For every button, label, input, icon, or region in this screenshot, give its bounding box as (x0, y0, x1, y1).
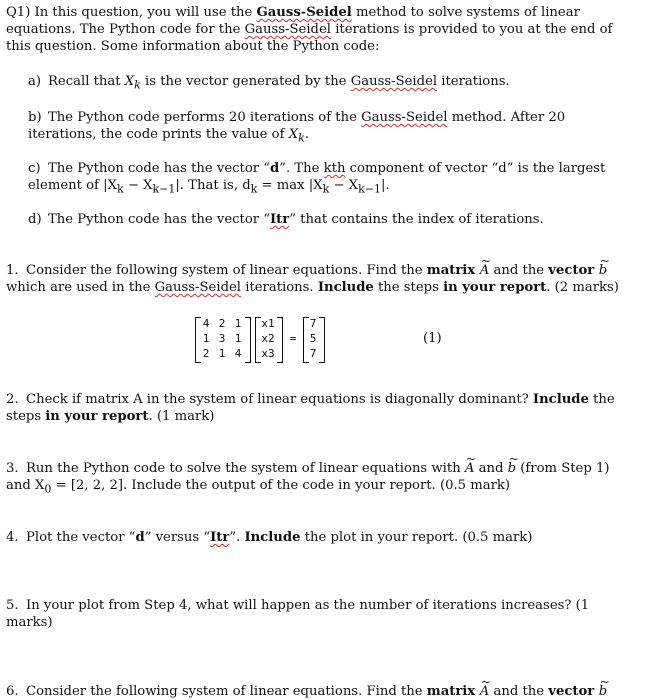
task-3 (6, 460, 636, 498)
task-5 (6, 597, 636, 631)
task-bold: Include (244, 530, 301, 545)
task-text: . (1 mark) (148, 409, 215, 424)
task-number: 2. (6, 392, 19, 407)
task-bold: vector (548, 684, 599, 699)
intro-gauss-seidel-2: Gauss-Seidel (244, 22, 332, 37)
subitem-d (28, 211, 628, 228)
task-number: 5. (6, 598, 19, 613)
task-text: ”. (229, 530, 245, 545)
subitem-text: = max |X (257, 178, 323, 193)
task-text: (from Step 1) and X (6, 461, 610, 493)
matrix-cell: 2 (218, 317, 226, 330)
var-X: X (288, 127, 299, 142)
matrix-A-tilde: ~ A (480, 683, 490, 700)
task-text: . (2 marks) (546, 280, 619, 295)
sub-0: 0 (44, 482, 52, 496)
subitem-text: . (304, 127, 309, 142)
rhs-cell: 7 (309, 347, 317, 360)
task-text: Plot the vector “ (26, 530, 136, 545)
subitem-label: b) (28, 110, 42, 125)
task-text: iterations. (241, 280, 318, 295)
task-bold: in your report (443, 280, 547, 295)
subitem-text: |. (380, 178, 390, 193)
task-text: = [2, 2, 2]. Include the output of the code in your report. (0.5 mark) (51, 478, 511, 493)
gauss-seidel-term: Gauss-Seidel (154, 280, 242, 295)
matrix-cell: 4 (234, 347, 242, 360)
subitem-text: method. After 20 iterations, the code prints the value of (28, 110, 566, 142)
matrix-cell: 1 (234, 332, 242, 345)
sub-k-1: k−1 (152, 182, 176, 196)
sub-k-1: k−1 (358, 182, 381, 196)
subitem-text: − X (123, 178, 153, 193)
task-bold: matrix (426, 263, 480, 278)
task-text: which are used in the (6, 280, 155, 295)
task-4 (6, 529, 636, 546)
task-1 (6, 262, 636, 296)
vector-b-tilde: ~ b (508, 460, 516, 477)
matrix-A-tilde: ~ A (465, 460, 475, 477)
matrix-A-tilde: ~ A (480, 262, 490, 279)
subitem-b (28, 109, 628, 147)
vector-itr: Itr (270, 212, 290, 227)
gauss-seidel-term: Gauss-Seidel (361, 110, 448, 125)
vector-d: d (270, 161, 280, 176)
task-bold: matrix (426, 684, 480, 699)
variable-cell: x2 (261, 332, 275, 345)
subitem-text: − X (329, 178, 359, 193)
var-X: X (124, 74, 135, 89)
gauss-seidel-term: Gauss-Seidel (350, 74, 438, 89)
task-text: ” versus “ (144, 530, 211, 545)
var-sub: k (134, 78, 141, 92)
subitem-text: component of vector “d” is the largest element of |X (28, 161, 606, 193)
matrix-cell: 2 (202, 347, 210, 360)
subitem-text: ” that contains the index of iterations. (289, 212, 544, 227)
rhs-cell: 7 (309, 317, 317, 330)
task-text: In your plot from Step 4, what will happen as the number of iterations increases? (1 marks) (6, 598, 590, 630)
task-number: 4. (6, 530, 19, 545)
intro-gauss-seidel: Gauss-Seidel (256, 5, 352, 20)
task-text: and (474, 461, 508, 476)
task-number: 6. (6, 684, 19, 699)
subitem-text: The Python code has the vector “ (48, 212, 271, 227)
sub-k: k (116, 182, 124, 196)
kth-term: kth (323, 161, 346, 176)
subitem-text: iterations. (437, 74, 510, 89)
matrix-cell: 4 (202, 317, 210, 330)
matrix-cell: 3 (218, 332, 226, 345)
task-number: 1. (6, 263, 19, 278)
variable-cell: x3 (261, 347, 275, 360)
task-text: the steps (373, 280, 444, 295)
intro-text-3: iterations is provided to you at the end of this question. Some information about the Python code: (6, 22, 613, 54)
subitem-text: is the vector generated by the (140, 74, 351, 89)
matrix-cell: 1 (202, 332, 210, 345)
task-6 (6, 683, 636, 700)
task-text: Run the Python code to solve the system of linear equations with (26, 461, 465, 476)
var-sub: k (298, 131, 305, 145)
task-bold: in your report (45, 409, 149, 424)
task-text: the plot in your report. (0.5 mark) (300, 530, 533, 545)
task-bold: d (135, 530, 145, 545)
task-text: and the (489, 684, 549, 699)
subitem-label: d) (28, 212, 42, 227)
task-number: 3. (6, 461, 19, 476)
task-bold: Include (532, 392, 589, 407)
bracket (245, 317, 251, 363)
subitem-a (28, 73, 628, 94)
subitem-c (28, 160, 628, 198)
sub-k: k (250, 182, 258, 196)
variable-cell: x1 (261, 317, 275, 330)
vector-b-tilde: ~ b (599, 683, 607, 700)
matrix-cell: 1 (234, 317, 242, 330)
task-text: Consider the following system of linear equations. Find the (26, 263, 427, 278)
task-text: Consider the following system of linear equations. Find the (26, 684, 427, 699)
subitem-text: Recall that (48, 74, 125, 89)
subitem-text: ”. The (279, 161, 324, 176)
matrix-cell: 1 (218, 347, 226, 360)
bracket (319, 317, 325, 363)
bracket (277, 317, 283, 363)
task-text: and the (489, 263, 549, 278)
task-bold: vector (548, 263, 599, 278)
subitem-text: The Python code has the vector “ (48, 161, 271, 176)
subitem-text: The Python code performs 20 iterations of the (48, 110, 362, 125)
rhs-cell: 5 (309, 332, 317, 345)
intro-text-2: method to solve systems of linear equations. The Python code for the (6, 5, 580, 37)
question-intro (6, 4, 638, 55)
equation-number: (1) (423, 331, 442, 346)
task-bold: Include (317, 280, 374, 295)
equals-sign: = (289, 332, 297, 345)
task-2 (6, 391, 636, 425)
task-text: Check if matrix A in the system of linear equations is diagonally dominant? (26, 392, 533, 407)
subitem-text: |. That is, d (175, 178, 251, 193)
subitem-label: c) (28, 161, 41, 176)
equation-matrix (195, 317, 355, 361)
subitem-label: a) (28, 74, 42, 89)
task-bold: Itr (210, 530, 230, 545)
intro-text-1: Q1) In this question, you will use the (6, 5, 257, 20)
sub-k: k (322, 182, 330, 196)
vector-b-tilde: ~ b (599, 262, 607, 279)
task-text: the steps (6, 392, 615, 424)
